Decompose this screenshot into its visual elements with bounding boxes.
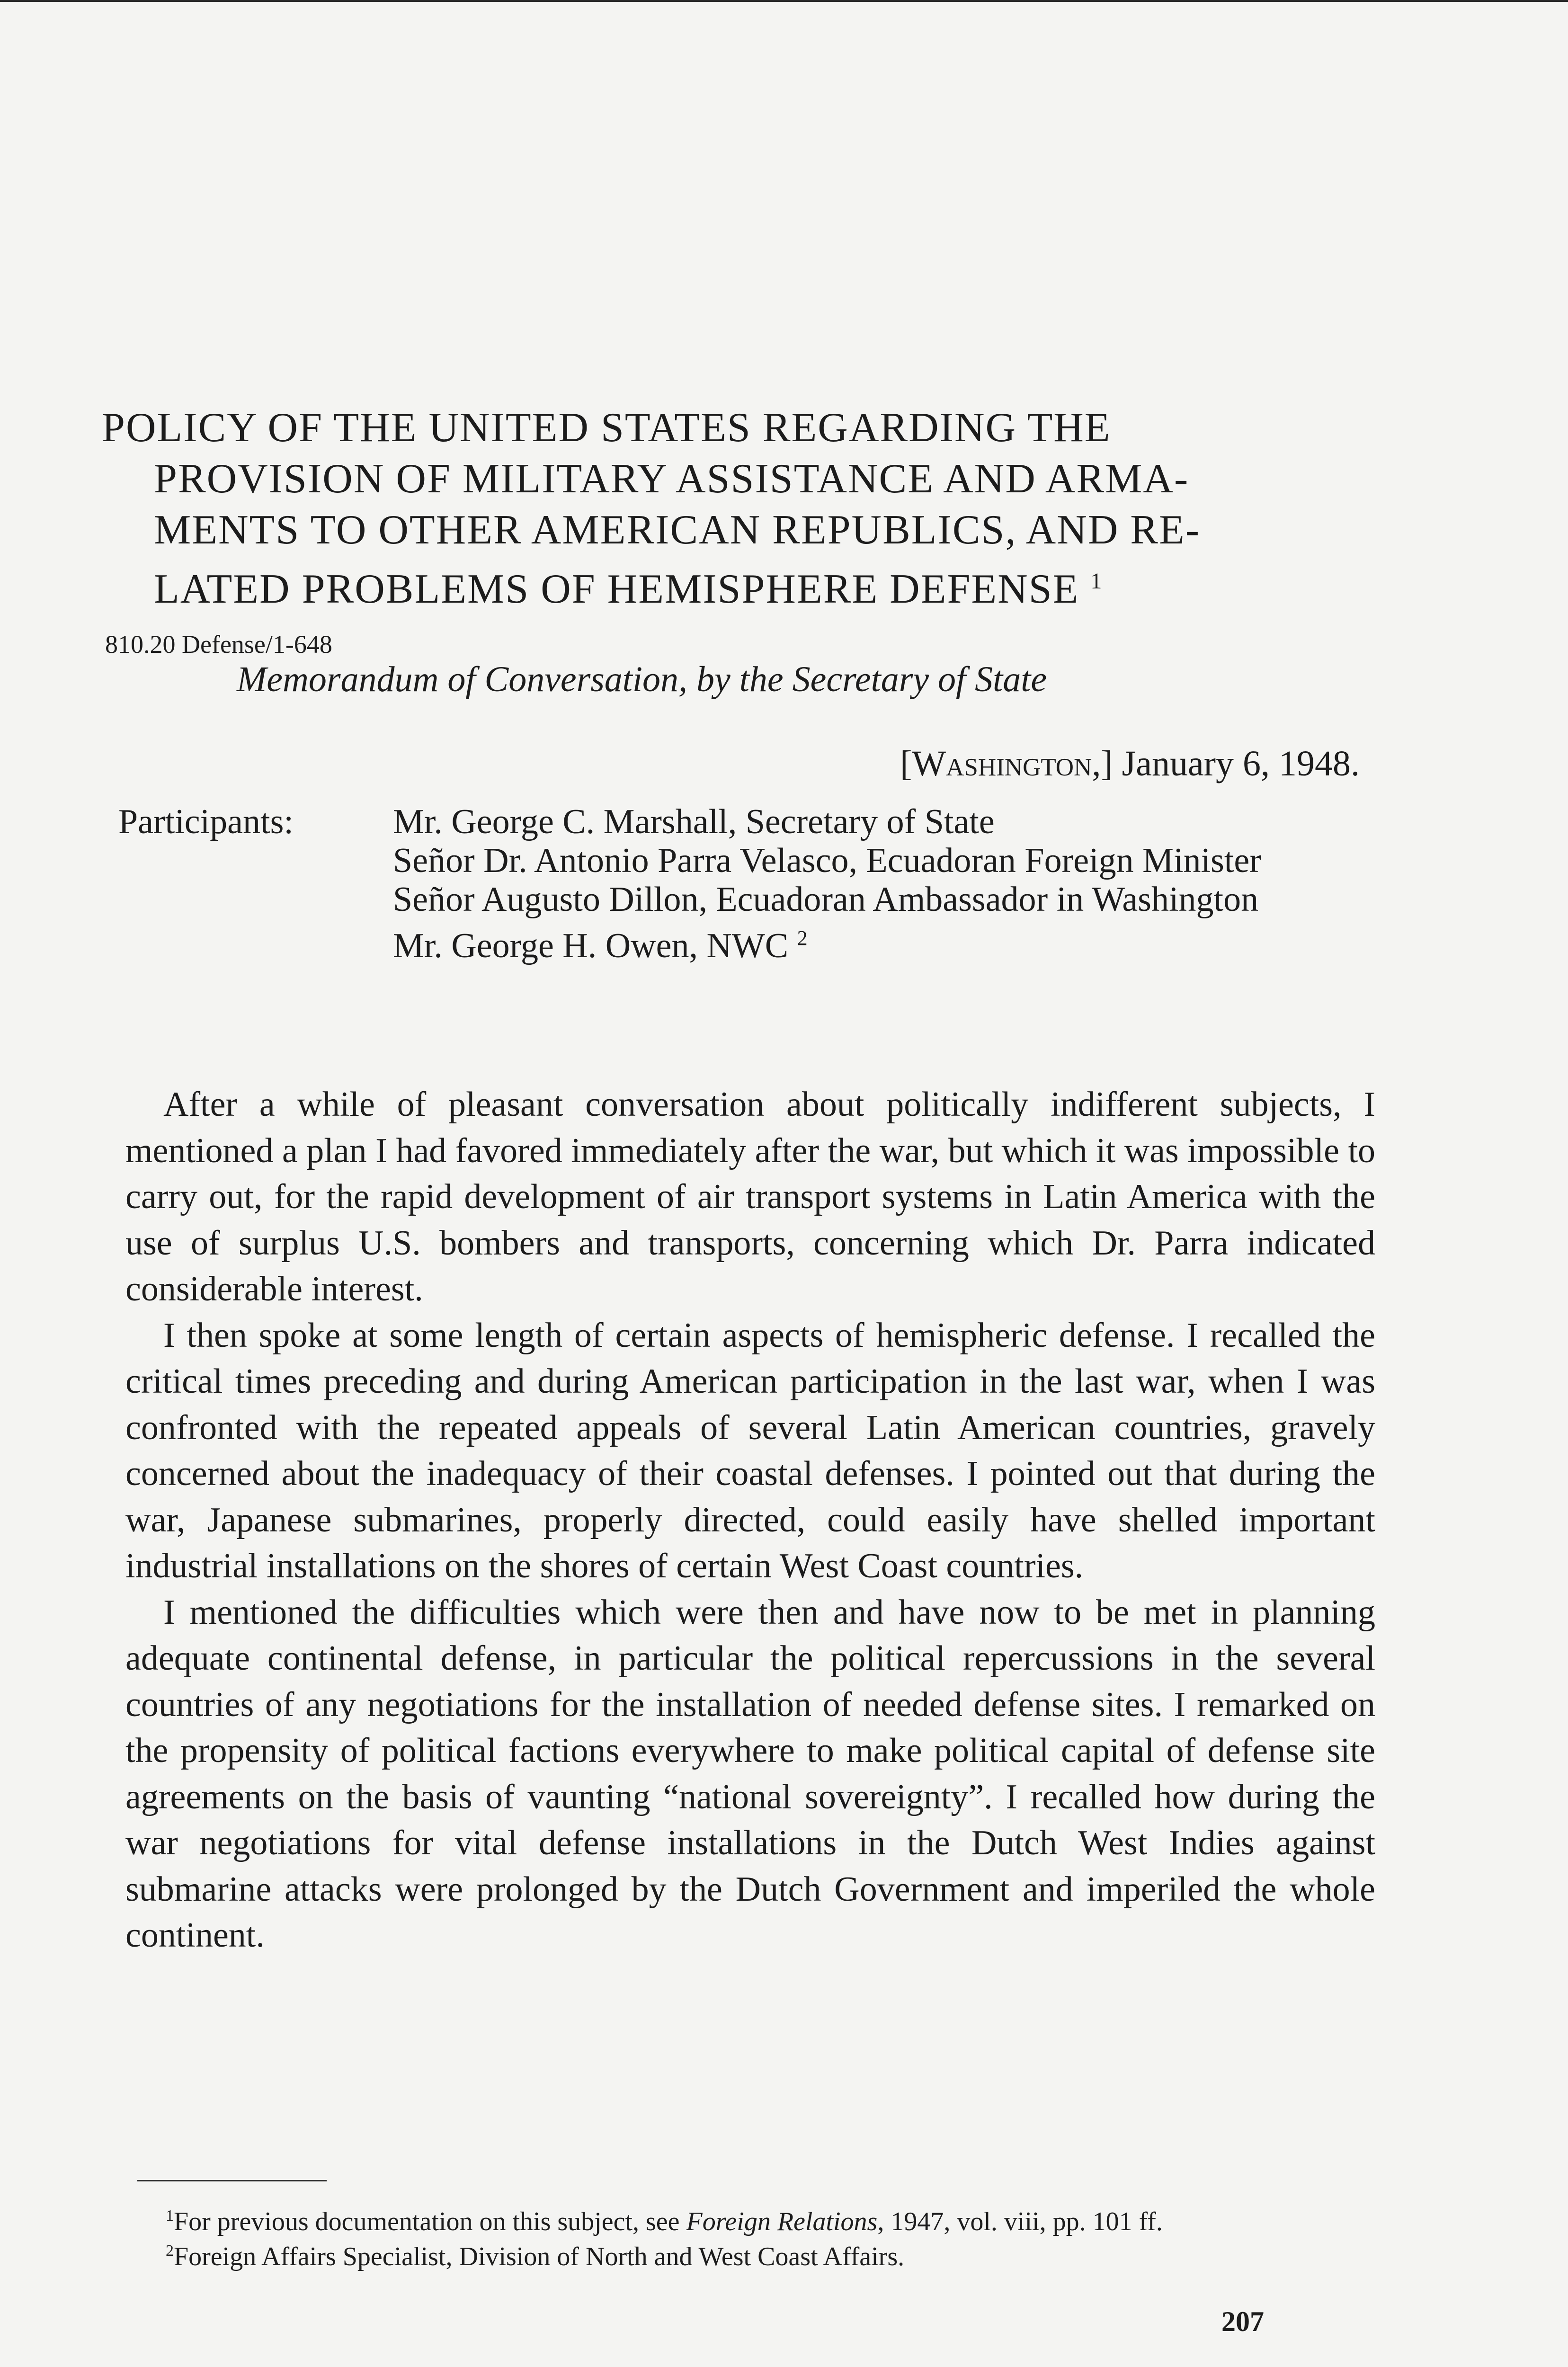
section-title <box>102 402 1380 615</box>
dateline <box>900 743 1360 784</box>
title-line: POLICY OF THE UNITED STATES REGARDING THE <box>102 405 1111 451</box>
document-type: Memorandum of Conversation, by the Secretary of State <box>237 659 1047 699</box>
footnote-mark: 1 <box>166 2207 174 2225</box>
footnote-2 <box>128 2236 1378 2271</box>
dateline-place: [Washington,] <box>900 744 1113 783</box>
participant-item: Señor Dr. Antonio Parra Velasco, Ecuadoran Foreign Minister <box>393 841 1261 880</box>
participant-item: Señor Augusto Dillon, Ecuadoran Ambassador in Washington <box>393 880 1259 919</box>
title-line: MENTS TO OTHER AMERICAN REPUBLICS, AND RE- <box>154 507 1201 553</box>
page-number: 207 <box>1221 2306 1264 2337</box>
footnote-text: For previous documentation on this subject, see <box>174 2207 686 2236</box>
footnote-ref-1: 1 <box>1090 569 1103 594</box>
memo-body <box>125 1082 1375 1959</box>
participant-item-owen <box>393 919 1482 965</box>
title-line-last <box>102 556 1380 615</box>
dateline-date: January 6, 1948. <box>1122 744 1360 783</box>
title-line-text: LATED PROBLEMS OF HEMISPHERE DEFENSE <box>154 566 1079 612</box>
footnote-text: , 1947, vol. viii, pp. 101 ff. <box>877 2207 1163 2236</box>
file-number: 810.20 Defense/1-648 <box>105 630 332 658</box>
footnote-rule <box>137 2180 327 2181</box>
footnote-text: Foreign Affairs Specialist, Division of North and West Coast Affairs. <box>174 2242 905 2271</box>
participants-list <box>393 802 1482 965</box>
participant-text: Mr. George H. Owen, NWC <box>393 926 789 965</box>
title-line: PROVISION OF MILITARY ASSISTANCE AND ARMA- <box>154 456 1189 502</box>
footnote-ref-2: 2 <box>797 926 808 950</box>
body-paragraph: I then spoke at some length of certain aspects of hemispheric defense. I recalled the critical times preceding and during American participation in the last war, when I was confronted with the repeated appeals of several Latin American countries, gravely concerned about the inadequacy of their coastal defenses. I pointed out that during the war, Japanese submarines, properly directed, could easily have shelled important industrial installations on the shores of certain West Coast countries. <box>125 1316 1375 1585</box>
footnote-mark: 2 <box>166 2242 174 2260</box>
footnotes <box>128 2201 1378 2271</box>
footnote-1 <box>128 2201 1378 2236</box>
body-paragraph: I mentioned the difficulties which were then and have now to be met in planning adequate continental defense, in particular the political repercussions in the several countries of any negotiations for the installation of needed defense sites. I remarked on the propensity of political factions everywhere to make political capital of defense site agreements on the basis of vaunting “national sovereignty”. I recalled how during the war negotiations for vital defense installations in the Dutch West Indies against submarine attacks were prolonged by the Dutch Government and imperiled the whole continent. <box>125 1593 1375 1955</box>
body-paragraph: After a while of pleasant conversation about politically indifferent subjects, I mentioned a plan I had favored immediately after the war, but which it was impossible to carry out, for the rapid development of air transport systems in Latin America with the use of surplus U.S. bombers and transports, concerning which Dr. Parra indicated considerable interest. <box>125 1085 1375 1308</box>
top-edge-line <box>0 0 1568 2</box>
footnote-italic: Foreign Relations <box>686 2207 878 2236</box>
participants-label: Participants: <box>118 802 294 841</box>
participant-item: Mr. George C. Marshall, Secretary of State <box>393 802 995 841</box>
